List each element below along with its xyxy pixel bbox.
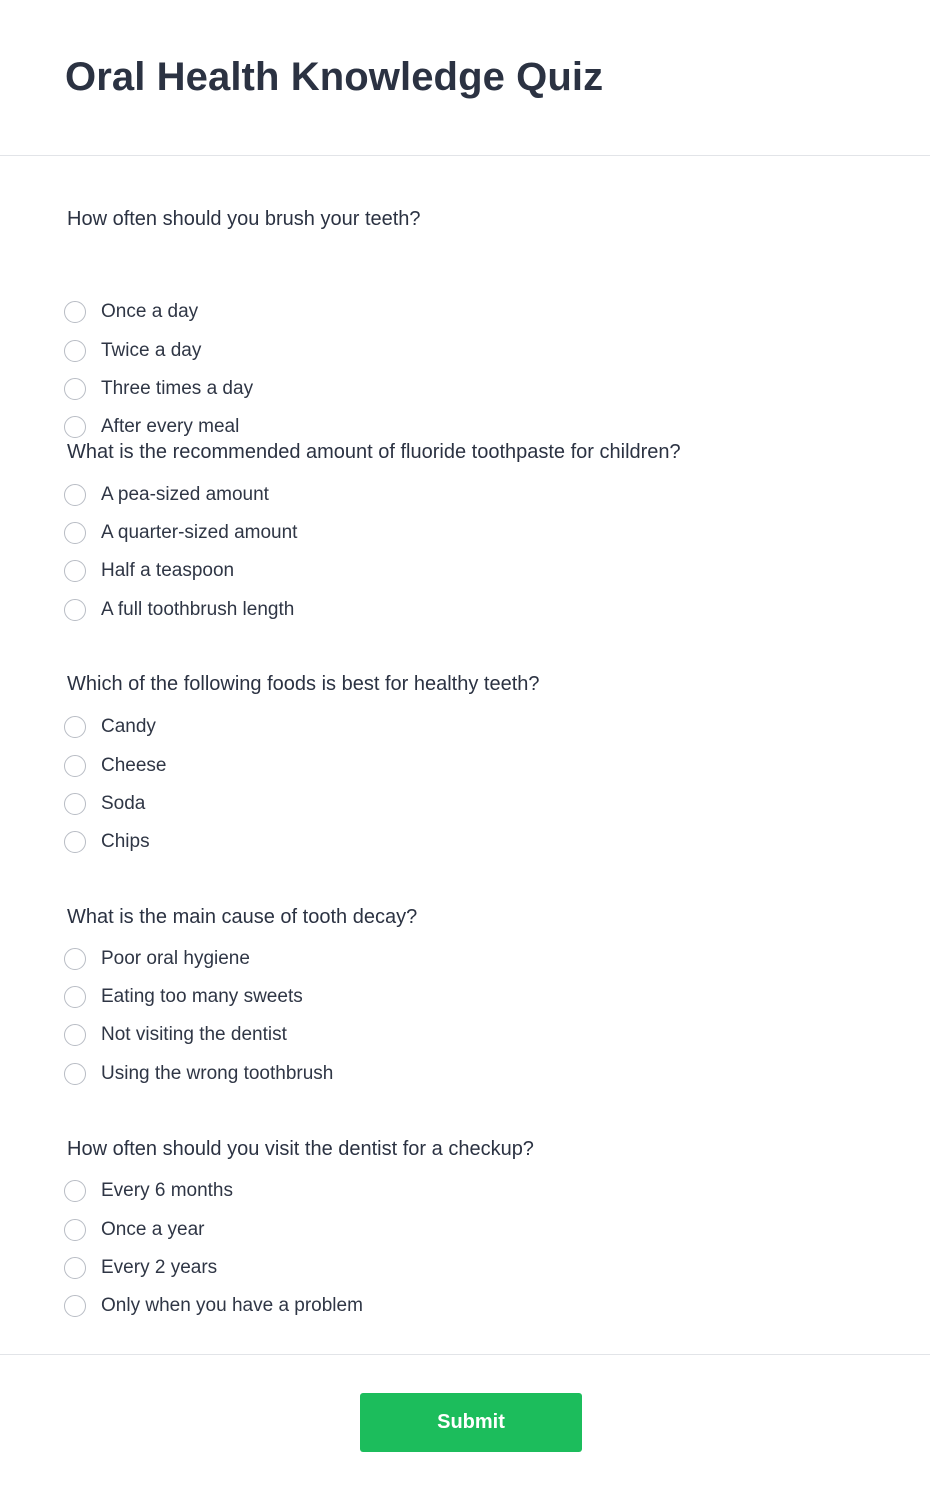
- radio-button[interactable]: [64, 1024, 86, 1046]
- page-title: Oral Health Knowledge Quiz: [65, 55, 604, 99]
- answer-option[interactable]: [64, 753, 167, 779]
- page-header: [0, 0, 930, 156]
- question-text: How often should you visit the dentist for a checkup?: [67, 1138, 534, 1160]
- radio-button[interactable]: [64, 560, 86, 582]
- answer-option[interactable]: [64, 984, 303, 1010]
- question-text: Which of the following foods is best for healthy teeth?: [67, 673, 540, 695]
- option-label: A pea-sized amount: [101, 484, 269, 505]
- option-label: After every meal: [101, 416, 240, 437]
- form-footer: [0, 1354, 930, 1501]
- option-label: Every 2 years: [101, 1257, 218, 1278]
- answer-option[interactable]: [64, 597, 294, 623]
- option-label: Candy: [101, 716, 156, 737]
- option-label: Three times a day: [101, 378, 254, 399]
- radio-button[interactable]: [64, 1180, 86, 1202]
- option-label: Half a teaspoon: [101, 560, 235, 581]
- answer-option[interactable]: [64, 1178, 233, 1204]
- radio-button[interactable]: [64, 948, 86, 970]
- radio-button[interactable]: [64, 340, 86, 362]
- option-label: Poor oral hygiene: [101, 948, 250, 969]
- answer-option[interactable]: [64, 299, 198, 325]
- radio-button[interactable]: [64, 1219, 86, 1241]
- answer-option[interactable]: [64, 1293, 363, 1319]
- option-label: Chips: [101, 831, 150, 852]
- option-label: A full toothbrush length: [101, 599, 295, 620]
- option-label: Eating too many sweets: [101, 986, 303, 1007]
- radio-button[interactable]: [64, 484, 86, 506]
- option-label: Soda: [101, 793, 146, 814]
- radio-button[interactable]: [64, 831, 86, 853]
- radio-button[interactable]: [64, 1063, 86, 1085]
- option-label: Once a day: [101, 301, 199, 322]
- option-label: Only when you have a problem: [101, 1295, 363, 1316]
- answer-option[interactable]: [64, 520, 297, 546]
- radio-button[interactable]: [64, 378, 86, 400]
- answer-option[interactable]: [64, 791, 145, 817]
- option-label: Once a year: [101, 1219, 205, 1240]
- answer-option[interactable]: [64, 714, 156, 740]
- answer-option[interactable]: [64, 482, 269, 508]
- radio-button[interactable]: [64, 1257, 86, 1279]
- option-label: Cheese: [101, 755, 167, 776]
- radio-button[interactable]: [64, 599, 86, 621]
- answer-option[interactable]: [64, 1061, 333, 1087]
- option-label: Using the wrong toothbrush: [101, 1063, 334, 1084]
- option-label: Not visiting the dentist: [101, 1024, 287, 1045]
- radio-button[interactable]: [64, 416, 86, 438]
- answer-option[interactable]: [64, 414, 239, 440]
- submit-button[interactable]: Submit: [360, 1393, 582, 1452]
- answer-option[interactable]: [64, 829, 150, 855]
- answer-option[interactable]: [64, 1217, 205, 1243]
- answer-option[interactable]: [64, 376, 253, 402]
- answer-option[interactable]: [64, 1022, 287, 1048]
- radio-button[interactable]: [64, 755, 86, 777]
- radio-button[interactable]: [64, 1295, 86, 1317]
- radio-button[interactable]: [64, 522, 86, 544]
- answer-option[interactable]: [64, 338, 201, 364]
- option-label: A quarter-sized amount: [101, 522, 298, 543]
- option-label: Twice a day: [101, 340, 202, 361]
- radio-button[interactable]: [64, 986, 86, 1008]
- radio-button[interactable]: [64, 716, 86, 738]
- answer-option[interactable]: [64, 1255, 217, 1281]
- question-text: What is the recommended amount of fluoride toothpaste for children?: [67, 441, 681, 463]
- option-label: Every 6 months: [101, 1180, 233, 1201]
- answer-option[interactable]: [64, 946, 250, 972]
- question-text: How often should you brush your teeth?: [67, 208, 421, 230]
- answer-option[interactable]: [64, 558, 234, 584]
- question-text: What is the main cause of tooth decay?: [67, 906, 418, 928]
- radio-button[interactable]: [64, 793, 86, 815]
- radio-button[interactable]: [64, 301, 86, 323]
